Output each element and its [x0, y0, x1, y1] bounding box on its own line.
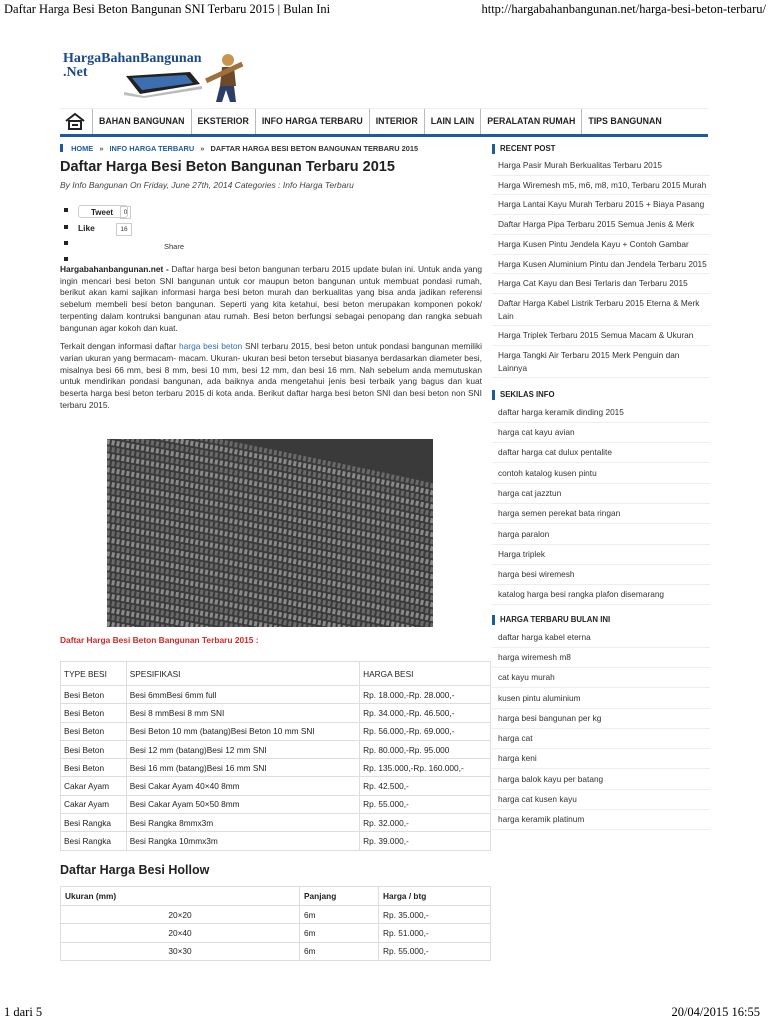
sekilas-info-link[interactable]: harga paralon: [492, 524, 710, 544]
table-cell: Besi Beton 10 mm (batang)Besi Beton 10 mm SNI: [126, 722, 359, 740]
rebar-photo: [107, 439, 433, 627]
sekilas-info-link[interactable]: harga cat jazztun: [492, 484, 710, 504]
table-cell: Rp. 55.000,-: [360, 795, 491, 813]
table-cell: Rp. 34.000,-Rp. 46.500,-: [360, 704, 491, 722]
table-row: [61, 906, 491, 924]
recent-post-link[interactable]: Harga Wiremesh m5, m6, m8, m10, Terbaru 2015 Murah: [492, 176, 710, 196]
main-nav: [60, 108, 708, 137]
table-cell: Rp. 56.000,-Rp. 69.000,-: [360, 722, 491, 740]
nav-item-peralatan-rumah[interactable]: PERALATAN RUMAH: [480, 109, 581, 134]
print-header-title: Daftar Harga Besi Beton Bangunan SNI Terbaru 2015 | Bulan Ini: [4, 2, 331, 16]
table-cell: Besi Cakar Ayam 50×50 8mm: [126, 795, 359, 813]
nav-item-bahan-bangunan[interactable]: BAHAN BANGUNAN: [92, 109, 191, 134]
table-cell: 20×40: [61, 924, 300, 942]
table-row: [61, 814, 491, 832]
breadcrumb-sep: »: [200, 144, 205, 153]
besi-beton-link[interactable]: harga besi beton: [178, 341, 243, 352]
bullet: [64, 208, 68, 212]
table-cell: Rp. 135.000,-Rp. 160.000,-: [360, 759, 491, 777]
paragraph-1: [60, 264, 482, 334]
print-footer-page: 1 dari 5: [4, 1005, 43, 1019]
harga-terbaru-link[interactable]: harga keni: [492, 749, 710, 769]
harga-terbaru-link[interactable]: harga wiremesh m8: [492, 648, 710, 668]
recent-post-link[interactable]: Harga Kusen Aluminium Pintu dan Jendela Terbaru 2015: [492, 255, 710, 275]
site-name: Hargabahanbangunan.net -: [60, 264, 169, 274]
table-header: HARGA BESI: [360, 662, 491, 686]
breadcrumb-home[interactable]: HOME: [71, 144, 94, 153]
table-cell: Rp. 55.000,-: [379, 942, 491, 960]
table-row: [61, 795, 491, 813]
article-body: [60, 264, 482, 418]
sidebar: [492, 142, 710, 830]
recent-post-link[interactable]: Harga Lantai Kayu Murah Terbaru 2015 + Biaya Pasang: [492, 195, 710, 215]
post-meta: By Info Bangunan On Friday, June 27th, 2014 Categories : Info Harga Terbaru: [60, 180, 354, 190]
table-cell: Besi Rangka: [61, 814, 127, 832]
table-header: TYPE BESI: [61, 662, 127, 686]
table-header: Ukuran (mm): [61, 887, 300, 906]
paragraph-2-text-a: Terkait dengan informasi daftar: [60, 341, 179, 352]
share-button[interactable]: Share: [164, 242, 185, 251]
harga-terbaru-link[interactable]: harga cat kusen kayu: [492, 790, 710, 810]
table-cell: Besi Beton: [61, 722, 127, 740]
table-cell: 30×30: [61, 942, 300, 960]
harga-terbaru-list: [492, 627, 710, 830]
recent-post-link[interactable]: Harga Tangki Air Terbaru 2015 Merk Penguin dan Lainnya: [492, 346, 710, 378]
print-footer-datetime: 20/04/2015 16:55: [671, 1005, 760, 1019]
table-cell: Rp. 39.000,-: [360, 832, 491, 850]
worker-icon: [200, 52, 248, 104]
harga-terbaru-link[interactable]: cat kayu murah: [492, 668, 710, 688]
recent-post-link[interactable]: Harga Cat Kayu dan Besi Terlaris dan Terbaru 2015: [492, 274, 710, 294]
table-header: Harga / btg: [379, 887, 491, 906]
recent-post-link[interactable]: Harga Kusen Pintu Jendela Kayu + Contoh Gambar: [492, 235, 710, 255]
site-logo[interactable]: [60, 50, 255, 108]
table-cell: Besi 8 mmBesi 8 mm SNI: [126, 704, 359, 722]
table-row: [61, 686, 491, 704]
nav-menu: [92, 109, 668, 134]
breadcrumb-category[interactable]: INFO HARGA TERBARU: [109, 144, 195, 153]
harga-terbaru-link[interactable]: harga keramik platinum: [492, 810, 710, 830]
recent-post-list: [492, 156, 710, 378]
recent-post-link[interactable]: Harga Pasir Murah Berkualitas Terbaru 2015: [492, 156, 710, 176]
table-cell: Besi Beton: [61, 704, 127, 722]
share-buttons: [64, 198, 194, 258]
paragraph-2-text-b: SNI terbaru 2015, besi beton untuk pondasi bangunan memiliki varian ukuran yang bermacam- macam. Ukuran- ukuran besi beton tersebut biasanya berdasarkan diameter besi, misalnya besi 66 mm, besi 8 mm, besi 10 mm, besi 12 mm, dan besi 16 mm. Nah sebelum anda memutuskan untuk mendirikan pondasi bangunan, ada baiknya anda mengetahui jenis besi terbaik yang bagus dan kuat beserta harga besi beton terbaru 2015 di kota anda. Berikut daftar harga besi beton SNI dan besi beton non SNI terbaru 2015.: [60, 341, 483, 410]
table-cell: Besi Beton: [61, 740, 127, 758]
nav-item-lain-lain[interactable]: LAIN LAIN: [424, 109, 481, 134]
post-title: Daftar Harga Besi Beton Bangunan Terbaru 2015: [60, 159, 395, 175]
table-cell: Besi 16 mm (batang)Besi 16 mm SNI: [126, 759, 359, 777]
logo-line2: .Net: [63, 65, 88, 80]
table-cell: Besi Cakar Ayam 40×40 8mm: [126, 777, 359, 795]
like-count: 16: [116, 223, 132, 236]
table-row: [61, 759, 491, 777]
table-cell: Besi Rangka: [61, 832, 127, 850]
table-header: Panjang: [300, 887, 379, 906]
price-table-besi-hollow: [60, 886, 491, 961]
table-row: [61, 942, 491, 960]
recent-post-link[interactable]: Daftar Harga Kabel Listrik Terbaru 2015 Eterna & Merk Lain: [492, 294, 710, 326]
breadcrumb-sep: »: [99, 144, 104, 153]
table-cell: Cakar Ayam: [61, 795, 127, 813]
table-cell: Besi Beton: [61, 759, 127, 777]
sekilas-info-heading: SEKILAS INFO: [492, 388, 710, 402]
nav-item-eksterior[interactable]: EKSTERIOR: [191, 109, 255, 134]
price-table-besi-beton: [60, 661, 491, 851]
sekilas-info-list: [492, 402, 710, 605]
bullet: [64, 241, 68, 245]
table-cell: Besi 12 mm (batang)Besi 12 mm SNI: [126, 740, 359, 758]
table-row: [61, 832, 491, 850]
harga-terbaru-link[interactable]: harga cat: [492, 729, 710, 749]
table-cell: Cakar Ayam: [61, 777, 127, 795]
nav-item-info-harga[interactable]: INFO HARGA TERBARU: [255, 109, 369, 134]
print-footer: [0, 1002, 768, 1024]
table-row: [61, 722, 491, 740]
home-icon[interactable]: [64, 112, 86, 130]
table1-caption: Daftar Harga Besi Beton Bangunan Terbaru 2015 :: [60, 635, 259, 645]
paragraph-1-text: Daftar harga besi beton bangunan terbaru 2015 update bulan ini. Untuk anda yang ingin mencari besi beton SNI bangunan untuk cor maupun beton bangunan untuk membuat pondasi rumah, berikut akan kami sajikan informasi harga besi beton murah dan berkualitas yang bisa anda jadikan referensi sebelum membeli besi beton bangunan. Seperti yang kita ketahui, besi beton merupakan komponen pokok/ terpenting dalam kontruksi bangunan atau rumah. Besi beton berfungsi sebagai penopang dan rangka sebuah bangunan agar kokoh dan kuat.: [60, 264, 482, 333]
table-cell: Besi Rangka 10mmx3m: [126, 832, 359, 850]
table-row: [61, 777, 491, 795]
laptop-icon: [120, 70, 205, 98]
breadcrumb: [60, 144, 418, 153]
harga-terbaru-heading: HARGA TERBARU BULAN INI: [492, 613, 710, 627]
table-row: [61, 740, 491, 758]
breadcrumb-current: DAFTAR HARGA BESI BETON BANGUNAN TERBARU 2015: [210, 144, 419, 153]
recent-post-link[interactable]: Daftar Harga Pipa Terbaru 2015 Semua Jenis & Merk: [492, 215, 710, 235]
table-cell: 20×20: [61, 906, 300, 924]
table-cell: Rp. 32.000,-: [360, 814, 491, 832]
table-cell: Rp. 80.000,-Rp. 95.000: [360, 740, 491, 758]
harga-terbaru-link[interactable]: daftar harga kabel eterna: [492, 627, 710, 647]
table-cell: Rp. 18.000,-Rp. 28.000,-: [360, 686, 491, 704]
sekilas-info-link[interactable]: Harga triplek: [492, 545, 710, 565]
table-row: [61, 704, 491, 722]
table-cell: Rp. 35.000,-: [379, 906, 491, 924]
breadcrumb-marker: [60, 144, 63, 152]
like-button[interactable]: Like: [78, 223, 95, 233]
tweet-button[interactable]: Tweet: [78, 205, 128, 218]
sekilas-info-link[interactable]: harga semen perekat bata ringan: [492, 504, 710, 524]
rebar-image: [107, 439, 433, 627]
table-cell: Besi 6mmBesi 6mm full: [126, 686, 359, 704]
bullet: [64, 257, 68, 261]
sekilas-info-link[interactable]: harga besi wiremesh: [492, 565, 710, 585]
bullet: [64, 225, 68, 229]
sekilas-info-link[interactable]: daftar harga cat dulux pentalite: [492, 443, 710, 463]
harga-terbaru-link[interactable]: kusen pintu aluminium: [492, 688, 710, 708]
table-header-row: [61, 662, 491, 686]
sekilas-info-link[interactable]: daftar harga keramik dinding 2015: [492, 402, 710, 422]
sekilas-info-link[interactable]: contoh katalog kusen pintu: [492, 463, 710, 483]
table-cell: 6m: [300, 906, 379, 924]
recent-post-heading: RECENT POST: [492, 142, 710, 156]
nav-item-tips-bangunan[interactable]: TIPS BANGUNAN: [581, 109, 667, 134]
harga-terbaru-link[interactable]: harga besi bangunan per kg: [492, 709, 710, 729]
table-cell: 6m: [300, 942, 379, 960]
paragraph-2: [60, 341, 482, 411]
table-header-row: [61, 887, 491, 906]
print-header: [0, 0, 768, 22]
tweet-count: 0: [120, 206, 131, 219]
table-row: [61, 924, 491, 942]
recent-post-link[interactable]: Harga Triplek Terbaru 2015 Semua Macam & Ukuran: [492, 326, 710, 346]
nav-item-interior[interactable]: INTERIOR: [369, 109, 424, 134]
print-header-url: http://hargabahanbangunan.net/harga-besi-beton-terbaru/: [481, 2, 766, 16]
table-cell: Besi Rangka 8mmx3m: [126, 814, 359, 832]
table-cell: 6m: [300, 924, 379, 942]
sekilas-info-link[interactable]: katalog harga besi rangka plafon disemarang: [492, 585, 710, 605]
table-cell: Rp. 42.500,-: [360, 777, 491, 795]
table-cell: Rp. 51.000,-: [379, 924, 491, 942]
table-cell: Besi Beton: [61, 686, 127, 704]
table-header: SPESIFIKASI: [126, 662, 359, 686]
hollow-heading: Daftar Harga Besi Hollow: [60, 863, 210, 877]
sekilas-info-link[interactable]: harga cat kayu avian: [492, 423, 710, 443]
harga-terbaru-link[interactable]: harga balok kayu per batang: [492, 769, 710, 789]
logo-line1: HargaBahanBangunan: [63, 51, 202, 66]
